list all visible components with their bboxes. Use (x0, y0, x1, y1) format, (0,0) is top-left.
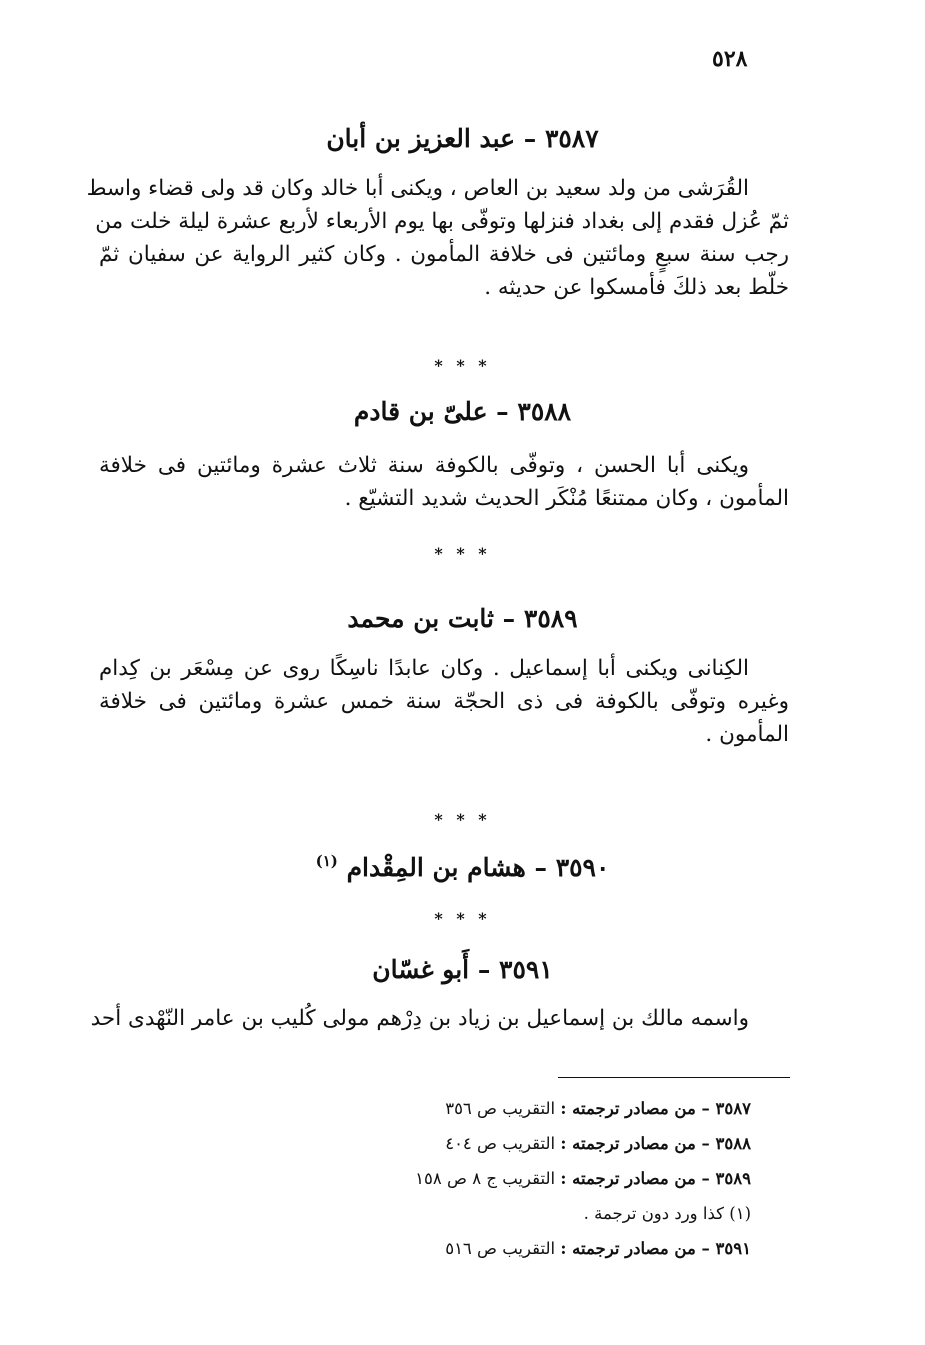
separator: * * * (434, 544, 491, 563)
footnotes (251, 1091, 751, 1266)
footnote-text: التقريب ج ٨ ص ١٥٨ (415, 1169, 556, 1188)
footnote-label: ٣٥٨٨ – من مصادر ترجمته : (560, 1134, 751, 1153)
footnote-marker: (١) (315, 852, 338, 870)
body-line: خلّط بعد ذلكَ فأمسكوا عن حديثه . (484, 275, 789, 300)
separator: * * * (434, 810, 491, 829)
body-line: المأمون ، وكان ممتنعًا مُنْكَر الحديث شديد التشيّع . (344, 486, 789, 511)
footnote-3591 (251, 1231, 751, 1266)
footnote-label: ٣٥٨٩ – من مصادر ترجمته : (560, 1169, 751, 1188)
body-line: المأمون . (705, 722, 789, 747)
body-line: القُرَشى من ولد سعيد بن العاص ، ويكنى أبا خالد وكان قد ولى قضاء واسط (86, 176, 749, 201)
footnote-text: (١) كذا ورد دون ترجمة . (583, 1204, 751, 1223)
footnote-3588 (251, 1126, 751, 1161)
footnote-text: التقريب ص ٥١٦ (445, 1239, 556, 1258)
entry-heading-3588: ٣٥٨٨ – علىّ بن قادم (353, 397, 572, 426)
body-line: ويكنى أبا الحسن ، وتوفّى بالكوفة سنة ثلاث عشرة ومائتين فى خلافة (99, 453, 749, 478)
entry-heading-3590 (0, 852, 925, 882)
footnote-3589 (251, 1161, 751, 1196)
body-line: وغيره وتوفّى بالكوفة فى ذى الحجّة سنة خمس عشرة ومائتين فى خلافة (99, 689, 789, 714)
entry-heading-3587: ٣٥٨٧ – عبد العزيز بن أبان (326, 124, 599, 153)
separator: * * * (434, 909, 491, 928)
entry-heading-3591: ٣٥٩١ – أَبو غسّان (372, 955, 553, 984)
body-line: الكِنانى ويكنى أبا إسماعيل . وكان عابدًا ناسِكًا روى عن مِسْعَر بن كِدام (99, 656, 749, 681)
footnote-label: ٣٥٩١ – من مصادر ترجمته : (560, 1239, 751, 1258)
entry-body-3589 (99, 652, 789, 751)
footnote-3587 (251, 1091, 751, 1126)
footnote-label: ٣٥٨٧ – من مصادر ترجمته : (560, 1099, 751, 1118)
footnote-text: التقريب ص ٤٠٤ (445, 1134, 556, 1153)
entry-body-3587 (86, 172, 789, 304)
page-number: ٥٢٨ (712, 46, 748, 72)
footnote-rule (558, 1077, 790, 1078)
body-line: واسمه مالك بن إسماعيل بن زياد بن دِرْهم مولى كُليب بن عامر النّهْدى أحد (90, 1006, 749, 1031)
heading-text: ٣٥٩٠ – هشام بن المِقْدام (346, 853, 610, 882)
body-line: رجب سنة سبعٍ ومائتين فى خلافة المأمون . وكان كثير الرواية عن سفيان ثمّ (99, 242, 789, 267)
footnote-text: التقريب ص ٣٥٦ (445, 1099, 556, 1118)
entry-body-3591 (90, 1002, 789, 1035)
entry-body-3588 (99, 449, 789, 515)
body-line: ثمّ عُزل فقدم إلى بغداد فنزلها وتوفّى بها يوم الأربعاء لأربع عشرة ليلة خلت من (95, 209, 789, 234)
entry-heading-3589: ٣٥٨٩ – ثابت بن محمد (347, 604, 578, 633)
footnote-1 (251, 1196, 751, 1231)
separator: * * * (434, 356, 491, 375)
